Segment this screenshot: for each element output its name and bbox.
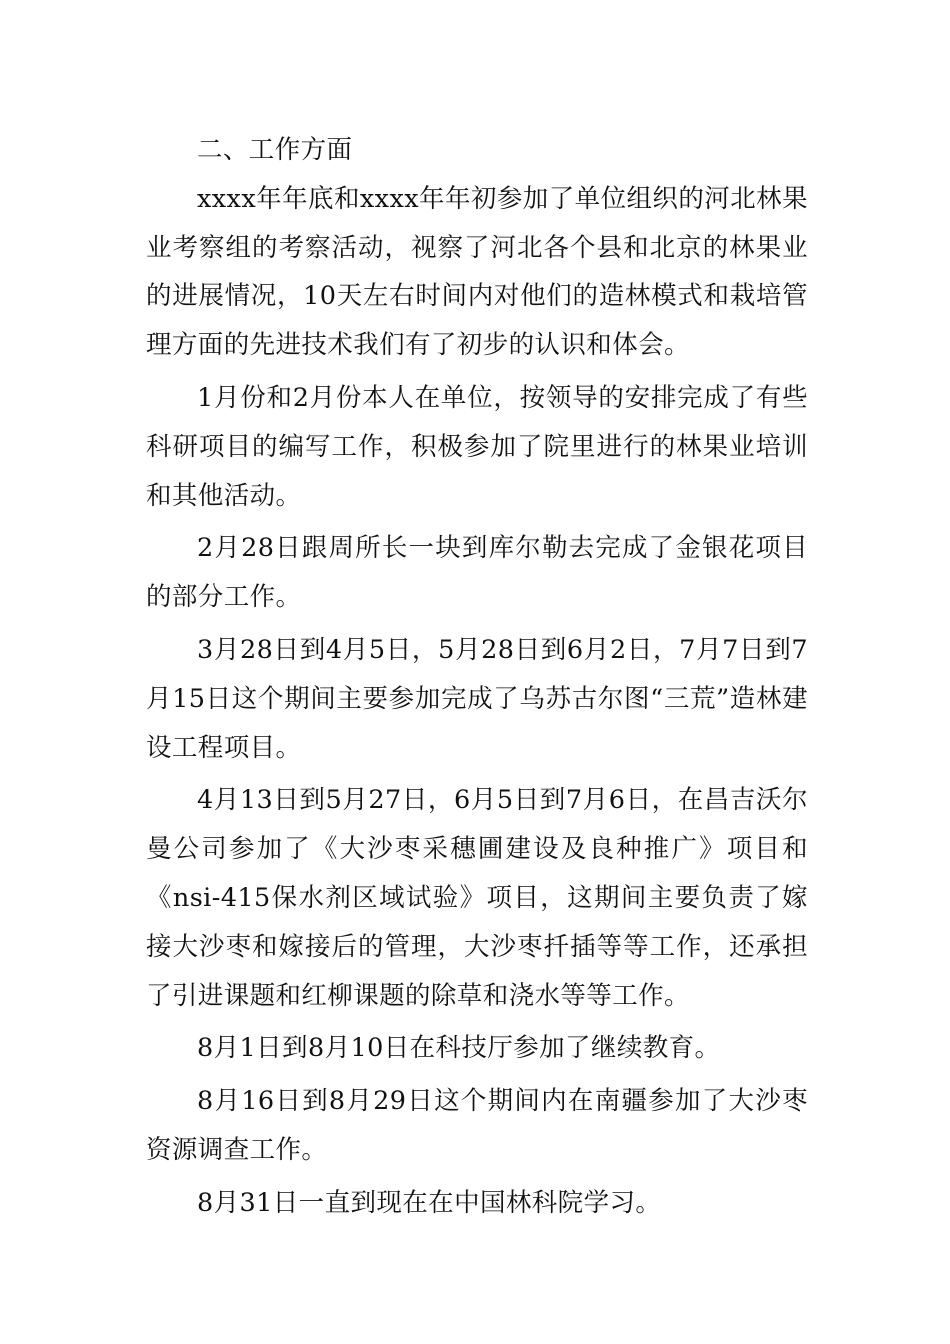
paragraph-jan-feb-work: 1月份和2月份本人在单位，按领导的安排完成了有些科研项目的编写工作，积极参加了院里进行的林果业培训和其他活动。 — [146, 382, 808, 511]
document-body — [146, 126, 808, 1232]
paragraph-inspection-trip: xxxx年年底和xxxx年年初参加了单位组织的河北林果业考察组的考察活动，视察了河北各个县和北京的林果业的进展情况，10天左右时间内对他们的造林模式和栽培管理方面的先进技术我们有了初步的认识和体会。 — [146, 183, 808, 361]
paragraph-academy-study: 8月31日一直到现在在中国林科院学习。 — [197, 1187, 662, 1218]
paragraph-continuing-education: 8月1日到8月10日在科技厅参加了继续教育。 — [197, 1033, 721, 1064]
paragraph-south-xinjiang-survey: 8月16日到8月29日这个期间内在南疆参加了大沙枣资源调查工作。 — [146, 1086, 808, 1165]
paragraph-korla-project: 2月28日跟周所长一块到库尔勒去完成了金银花项目的部分工作。 — [146, 533, 808, 613]
section-heading: 二、工作方面 — [197, 135, 353, 165]
paragraph-wusu-project: 3月28日到4月5日，5月28日到6月2日，7月7日到7月15日这个期间主要参加完成了乌苏古尔图“三荒”造林建设工程项目。 — [146, 634, 808, 763]
paragraph-changji-project: 4月13日到5月27日，6月5日到7月6日，在昌吉沃尔曼公司参加了《大沙枣采穗圃建设及良种推广》项目和《nsi-415保水剂区域试验》项目，这期间主要负责了嫁接大沙枣和嫁接后的管理，大沙枣扦插等等工作，还承担了引进课题和红柳课题的除草和浇水等等工作。 — [146, 785, 808, 1011]
